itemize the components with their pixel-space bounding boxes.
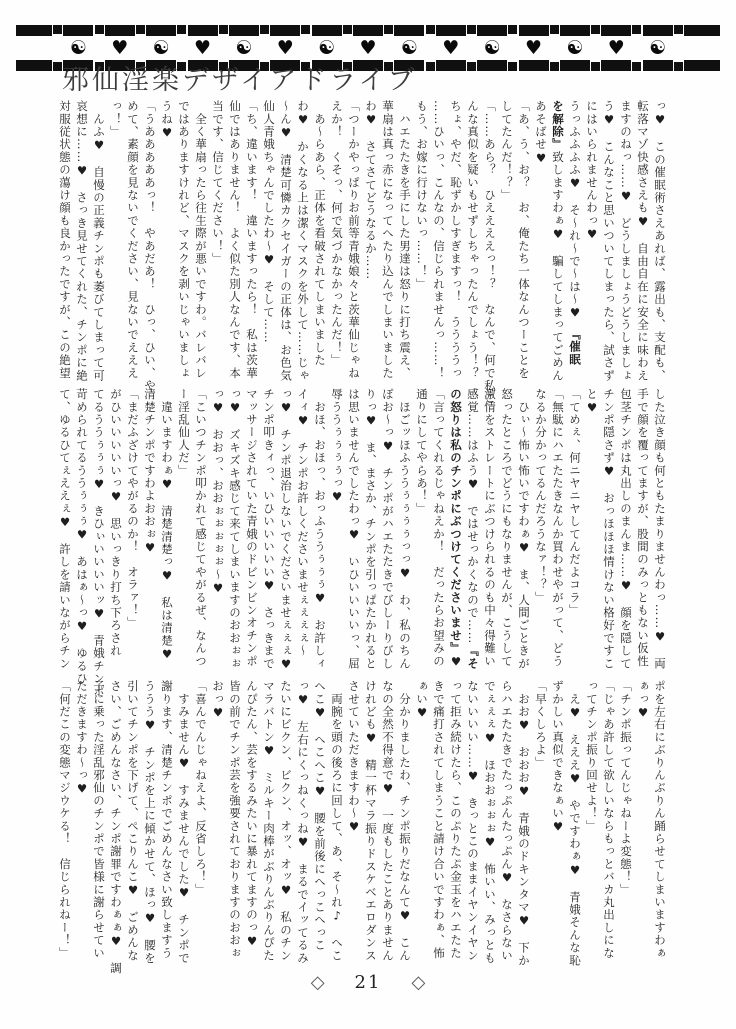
text-column: っ♥ 左右にくっねくっね♥ まるでイッてるみ	[296, 680, 310, 965]
text-segment: うっふふふふ♥ そ〜れ〜で〜は〜♥	[568, 100, 582, 334]
text-column: 全く華扇ったら往生際が悪いですわ。バレバレ	[194, 100, 208, 380]
border-bar	[63, 25, 93, 36]
yinyang-icon: ☯	[318, 37, 336, 59]
text-column: りっ♥ ま、まさか、チンポを引っぱたかれると	[364, 388, 378, 670]
text-column: うね♥	[160, 100, 174, 141]
vertical-text-block-1	[56, 100, 668, 405]
text-column: ほごッほふううぅぅぅぅっっ♥ わ、私のちん	[398, 388, 412, 670]
border-dots	[673, 25, 683, 71]
text-segment: 感覚……はふう♥ ではせっかくなので……	[466, 388, 480, 645]
text-column: って拒み続けたら、このぷりたぷ金玉をハエたた	[449, 680, 463, 960]
text-column: チンポ隠さず♥ おっほほほ情けない格好ですこ	[602, 388, 616, 670]
vertical-text-block-3	[56, 680, 668, 996]
text-column: 怒ったところでどうにもなりませんが、こうして	[500, 388, 514, 668]
bold-text-segment: 『そ	[466, 644, 480, 670]
text-column: てるううぅぅぅ♥ きひぃいいいいッ♥ 青娥チンポ	[92, 388, 106, 698]
border-bar	[643, 25, 673, 36]
text-column: へこ♥ へこへこ♥ 腰を前後にへっこへっこ	[313, 680, 327, 952]
text-column: ちょ、やだ、恥ずかしすぎますっ！ ううううっ	[449, 100, 463, 380]
text-column: 包茎チンポは丸出しのまんま……♥ 顔を隠して	[619, 388, 633, 670]
text-column: 転落マゾ快感さえも♥ 自由自在に安全に味わえ	[636, 100, 650, 382]
text-column: て、ゆるひてぇええぇ♥ 許しを請いながらチン	[58, 388, 72, 670]
text-column: 「……あら？ ひええええっ！？ なんで、何で私こ	[483, 100, 497, 405]
text-column: 「まだふざけてやがるのか！ オラァ！」	[126, 388, 140, 630]
vertical-text-block-2	[56, 388, 668, 698]
border-dots	[632, 25, 642, 71]
text-column: 華扇は真っ赤になってへたり込んでしまいました	[381, 100, 395, 380]
text-column: ぁい♥	[415, 680, 429, 721]
text-column: わ♥ さてさてどうなるか……	[364, 100, 378, 281]
page-title: 邪仙淫楽デザイアドライブ	[62, 65, 418, 96]
text-column: もう、お嫁に行けないっ……！」	[415, 100, 429, 291]
text-column: 「早くしろよ」	[534, 680, 548, 769]
heart-icon: ♥	[524, 37, 543, 59]
text-column: んな真似を疑いもせずしちゃったんでしょう！？	[466, 100, 480, 380]
text-column: ますのねっ……♥ どうしましょうどうしましょ	[619, 100, 633, 382]
yinyang-icon: ☯	[566, 37, 584, 59]
text-column	[566, 100, 583, 388]
text-column: ハエたたきを手にした男達は怒りに打ち震え、	[398, 100, 412, 380]
text-column: あ〜らあら、正体を看破されてしまいました	[313, 100, 327, 367]
diamond-icon: ◇	[310, 972, 325, 993]
text-column: う♥ こんなこと思いついてしまったら、試さず	[602, 100, 616, 382]
text-column: っ♥ チンポ退治しないでくださいませぇぇぇ♥	[279, 388, 293, 673]
text-column: 対服従状態の蕩け顔も良かったですが、この絶望	[58, 100, 72, 380]
border-bar	[477, 25, 507, 36]
bold-text-segment: 『催眠	[568, 333, 582, 366]
text-column: 哀想に……♥ さっき見せてくれた、チンポに絶	[75, 100, 89, 382]
text-column: 「つーかやっぱりお前等青娥娘々と茨華仙じゃね	[347, 100, 361, 380]
border-bar	[684, 60, 720, 71]
text-column: 「こいつチンポ叩かれて感じてやがるぜ、なんつ	[194, 388, 208, 668]
text-column: 皆の前でチンポ芸を強要されておりますのおおぉ	[228, 680, 242, 960]
text-column: ポを左右にぶりんぶりん踊らせてしまいますわぁ	[653, 680, 667, 960]
text-column: すみません♥ すみませんでした♥ チンポで	[177, 680, 191, 965]
border-bar	[560, 60, 590, 71]
text-column: 両腕を頭の後ろに回して、あ、そ〜れ♪ へこ	[330, 680, 344, 962]
text-column: きで痛打されてしまうこと請け合いですわぁ、怖	[432, 680, 446, 960]
border-bar	[105, 25, 135, 36]
text-column: 「無駄にハエたたきなんか買わせやがって、どう	[551, 388, 565, 668]
border-bar	[477, 60, 507, 71]
text-column: なるか分かってるんだろうなァ！？」	[534, 388, 548, 604]
text-column: 通りにしてやらあ！」	[415, 388, 429, 515]
page-footer	[0, 972, 736, 993]
text-column: さい、ごめんなさい、チンポ謝罪ですわぁぁ♥ 調	[109, 680, 123, 975]
text-column: っ♥ おおっ、おおぉぉぉぉぉ〜♥	[211, 388, 225, 597]
page-number: 21	[354, 972, 382, 993]
text-column: がひいいいいいっ♥ 思いっきり打ち下ろされ	[109, 388, 123, 658]
text-column: イィ♥ チンポお許しくださいませぇぇぇぇ〜	[296, 388, 310, 658]
text-column	[447, 388, 464, 676]
border-bar	[519, 25, 549, 36]
border-bar	[229, 25, 259, 36]
text-column: 苛められてるううぅぅぅ♥ あはぁ〜っ♥ ゆるひ	[75, 388, 89, 686]
text-column: 「喜んでんじゃねえよ、反省しろ！」	[194, 680, 208, 896]
border-dots	[425, 25, 435, 71]
text-column: 「あ、う、お？ お、俺たち一体なんつーことを	[517, 100, 531, 380]
text-column: 引いてチンポを下げて、ぺこりんこ♥ ごめんな	[126, 680, 140, 962]
text-column: ぽお〜っ♥ チンポがハエたたきでびしーりびし	[381, 388, 395, 670]
bold-text-segment: を解除』	[551, 100, 565, 151]
text-column: っ！」	[109, 100, 123, 139]
text-column: ……ひいっ、こんなの、信じられませんっ……！	[432, 100, 446, 380]
border-unit	[601, 25, 631, 71]
border-bar	[560, 25, 590, 36]
border-unit	[436, 25, 466, 71]
border-dots	[591, 25, 601, 71]
border-bar	[601, 25, 631, 36]
text-column: っ♥ この催眠術さえあれば、露出も、支配も、	[653, 100, 667, 382]
yinyang-icon: ☯	[649, 37, 667, 59]
heart-icon: ♥	[607, 37, 625, 59]
text-column: させていただきますわ〜♥	[347, 680, 361, 835]
text-column: ー淫乱仙人だ」	[177, 388, 191, 477]
text-segment: ♥	[449, 654, 463, 670]
text-column: した泣き顔も何ともたまりませんわっ……♥ 両	[653, 388, 667, 670]
border-unit	[643, 25, 673, 71]
text-column	[549, 100, 566, 388]
yinyang-icon: ☯	[483, 37, 501, 59]
text-column: おっ♥	[211, 680, 225, 721]
border-dots	[549, 25, 559, 71]
text-column: と♥	[585, 388, 599, 416]
text-column: たいにビクン、ビクン、オッ、オッ♥ 私のチン	[279, 680, 293, 962]
border-unit	[560, 25, 590, 71]
heart-icon: ♥	[276, 37, 294, 59]
border-bar	[188, 25, 218, 36]
border-dots	[466, 25, 476, 71]
text-column: 激情をストレートにぶつけられるのも中々得難い	[483, 388, 497, 668]
bold-text-segment: の怒りは私のチンポにぶつけてくださいませ』	[449, 388, 463, 655]
heart-icon: ♥	[111, 37, 129, 59]
text-column: 謝ります、清楚チンポでごめんなさい致しますう	[160, 680, 174, 960]
diamond-icon: ◇	[411, 972, 426, 993]
text-column: 当です、信じてください！」	[211, 100, 225, 266]
text-column: ずかしい真似できなぁい♥	[551, 680, 565, 835]
text-column: してたんだ！？」	[500, 100, 514, 202]
text-column: ぁっ♥	[636, 680, 650, 721]
text-column: 「チンポ振ってんじゃねーよ変態！」	[619, 680, 633, 896]
text-column: 分かりましたわ、チンポ振りだなんて♥ こん	[398, 680, 412, 962]
text-column: なの全然不得意で♥ 一度もしたことありません	[381, 680, 395, 962]
text-column: めて、素顔を見ないでください、見ないでえええ	[126, 100, 140, 380]
border-unit	[519, 25, 549, 71]
text-column: ないいいい……♥ きっとこのままイヤンイヤン	[466, 680, 480, 962]
text-column: ってチンポ振り回せよ！」	[585, 680, 599, 833]
text-column: マッサージされていた青娥のドビンビンオチンポ	[245, 388, 259, 668]
text-column: え♥ えええ♥ やですわぁ♥ 青娥そんな恥	[568, 680, 582, 967]
text-column: わ♥ かくなる上は潔くマスクを外して……じゃ	[296, 100, 310, 382]
heart-icon: ♥	[193, 37, 212, 59]
text-column: でぇぇぇ♥ ほおおぉぉぉ♥ 怖いい、みっとも	[483, 680, 497, 965]
border-bar	[519, 60, 549, 71]
text-column: えか！ くそっ、何で気づかなかったんだ！」	[330, 100, 344, 367]
text-column: 「言ってくれるじゃねえか！ だったらお望みの	[432, 388, 446, 668]
heart-icon: ♥	[359, 37, 377, 59]
border-bar	[146, 25, 176, 36]
border-dots	[508, 25, 518, 71]
text-column: 「じゃあ許して欲しいならもっとバカ丸出しにな	[602, 680, 616, 960]
border-bar	[394, 25, 424, 36]
text-column: 仙人青娥ちゃんでしたわ〜♥ そして……	[262, 100, 276, 344]
border-bar	[436, 60, 466, 71]
text-column: 違いますわぁ♥ 清楚清楚っ♥ 私は清楚♥	[160, 388, 174, 663]
yinyang-icon: ☯	[69, 37, 87, 59]
text-column: ただきますわ〜っ♥	[75, 680, 89, 797]
text-column: 手で顔を覆ってますが、股間のみっともない仮性	[636, 388, 650, 668]
text-column: は思いませんでしたわっ♥ いひいいいいっ、屈	[347, 388, 361, 670]
border-bar	[643, 60, 673, 71]
text-column: ううう♥ チンポを上に傾かせて、ほっ♥ 腰を	[143, 680, 157, 965]
border-bar	[16, 60, 52, 71]
text-column: 子に乗った淫乱邪仙のチンポで皆様に謝らせてい	[92, 680, 106, 960]
yinyang-icon: ☯	[152, 37, 170, 59]
text-column: 「うあああああっ！ やあだあ！ ひっ、ひい、や	[143, 100, 157, 393]
yinyang-icon: ☯	[235, 37, 253, 59]
border-bar	[312, 25, 342, 36]
border-unit	[477, 25, 507, 71]
text-column: 「ち、違います！ 違いますったら！ 私は茨華	[245, 100, 259, 380]
yinyang-icon: ☯	[400, 37, 418, 59]
text-segment: 致しますわぁ♥ 騙してしまってごめん	[551, 150, 565, 382]
border-bar	[601, 60, 631, 71]
text-column: ひぃ〜怖い怖いですわぁ♥ ま、人間ごときが	[517, 388, 531, 670]
text-column: マラバトン♥ ミルキー肉棒がぶりんぶりんぴた	[262, 680, 276, 962]
text-column: 仙ではありません！ よく似た別人なんです、本	[228, 100, 242, 380]
border-unit	[684, 25, 720, 71]
border-bar	[353, 25, 383, 36]
border-unit	[16, 25, 52, 71]
border-bar	[436, 25, 466, 36]
text-column: 辱ううぅぅぅぅっ♥	[330, 388, 344, 505]
heart-icon: ♥	[442, 37, 460, 59]
text-column: にはいられませんわっ♥	[585, 100, 599, 243]
border-bar	[270, 25, 300, 36]
text-column: 〜ん♥ 清楚可憐カクセイガーの正体は、お色気	[279, 100, 293, 382]
border-bar	[684, 25, 720, 36]
text-column: んぴたん、芸をするみたいに暴れてますのっ♥	[245, 680, 259, 950]
text-column: んふ♥ 自慢の正義チンポも萎びてしまって可	[92, 100, 106, 382]
text-column: 「てめぇ、何ニヤニヤしてんだよコラ」	[568, 388, 582, 617]
text-column: らハエたたきでたっぷんたっぷん♥ なさらない	[500, 680, 514, 962]
text-column: おお♥ おおお♥ 青娥のドキンタマ♥ 下か	[517, 680, 531, 967]
text-column: けれども♥ 精一杯マラ振りドスケベエロダンス	[364, 680, 378, 962]
text-column: 清楚チンポですわよおおぉ♥	[143, 388, 157, 556]
border-bar	[16, 25, 52, 36]
text-column: あそばせ♥	[534, 100, 548, 166]
text-column: チンポ叩きィっ、いひいいいいい♥ さっきまで	[262, 388, 276, 670]
text-column: 「何だこの変態マジウケる！ 信じられねー！」	[58, 680, 72, 960]
text-column: っ♥ ズキズキ感じて来てしまいますのおおぉぉ	[228, 388, 242, 670]
text-column: おほ、おほっ、おっふううぅぅぅ♥ お許しィ	[313, 388, 327, 670]
text-column	[464, 388, 481, 676]
text-column: ではありますけれど、マスクを剥いじゃいましょ	[177, 100, 191, 380]
